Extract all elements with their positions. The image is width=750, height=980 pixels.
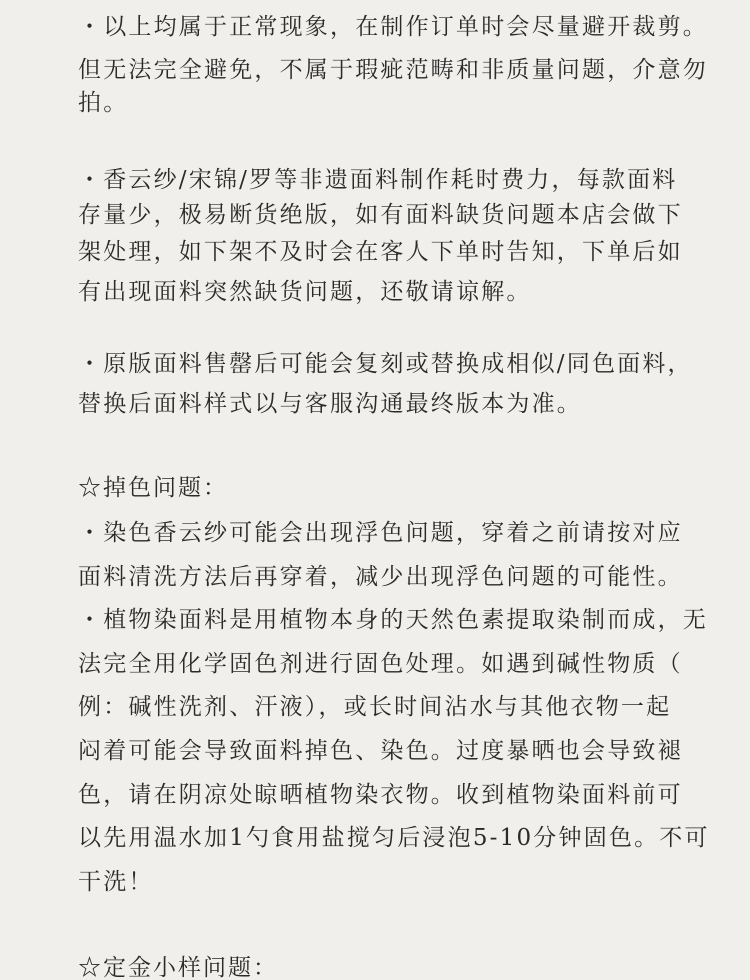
notice-cutting-line-2: 但无法完全避免，不属于瑕疵范畴和非质量问题，介意勿 bbox=[78, 57, 708, 83]
notice-plant-dye-line-6: 以先用温水加1勺食用盐搅匀后浸泡5-10分钟固色。不可 bbox=[78, 825, 710, 851]
notice-plant-dye-line-3: 例：碱性洗剂、汗液），或长时间沾水与其他衣物一起 bbox=[78, 694, 672, 720]
notice-dye-float-line-2: 面料清洗方法后再穿着，减少出现浮色问题的可能性。 bbox=[78, 564, 683, 590]
notice-plant-dye-line-1: ・植物染面料是用植物本身的天然色素提取染制而成，无 bbox=[78, 607, 708, 633]
notice-replacement-line-1: ・原版面料售罄后可能会复刻或替换成相似/同色面料， bbox=[78, 351, 693, 377]
notice-plant-dye-line-2: 法完全用化学固色剂进行固色处理。如遇到碱性物质（ bbox=[78, 651, 683, 677]
notice-plant-dye-line-4: 闷着可能会导致面料掉色、染色。过度暴晒也会导致褪 bbox=[78, 738, 683, 764]
notice-plant-dye-line-7: 干洗！ bbox=[78, 869, 154, 895]
notice-heritage-line-4: 有出现面料突然缺货问题，还敬请谅解。 bbox=[78, 279, 532, 305]
heading-deposit: ☆定金小样问题： bbox=[78, 955, 278, 980]
notice-heritage-line-2: 存量少，极易断货绝版，如有面料缺货问题本店会做下 bbox=[78, 202, 683, 228]
notice-cutting-line-1: ・以上均属于正常现象，在制作订单时会尽量避开裁剪。 bbox=[78, 14, 708, 40]
notice-heritage-line-1: ・香云纱/宋锦/罗等非遗面料制作耗时费力，每款面料 bbox=[78, 167, 678, 193]
notice-dye-float-line-1: ・染色香云纱可能会出现浮色问题，穿着之前请按对应 bbox=[78, 520, 683, 546]
notice-plant-dye-line-5: 色，请在阴凉处晾晒植物染衣物。收到植物染面料前可 bbox=[78, 782, 683, 808]
notice-replacement-line-2: 替换后面料样式以与客服沟通最终版本为准。 bbox=[78, 391, 582, 417]
notice-heritage-line-3: 架处理，如下架不及时会在客人下单时告知，下单后如 bbox=[78, 239, 683, 265]
notice-cutting-line-3: 拍。 bbox=[78, 90, 129, 116]
heading-fading: ☆掉色问题： bbox=[78, 475, 228, 501]
